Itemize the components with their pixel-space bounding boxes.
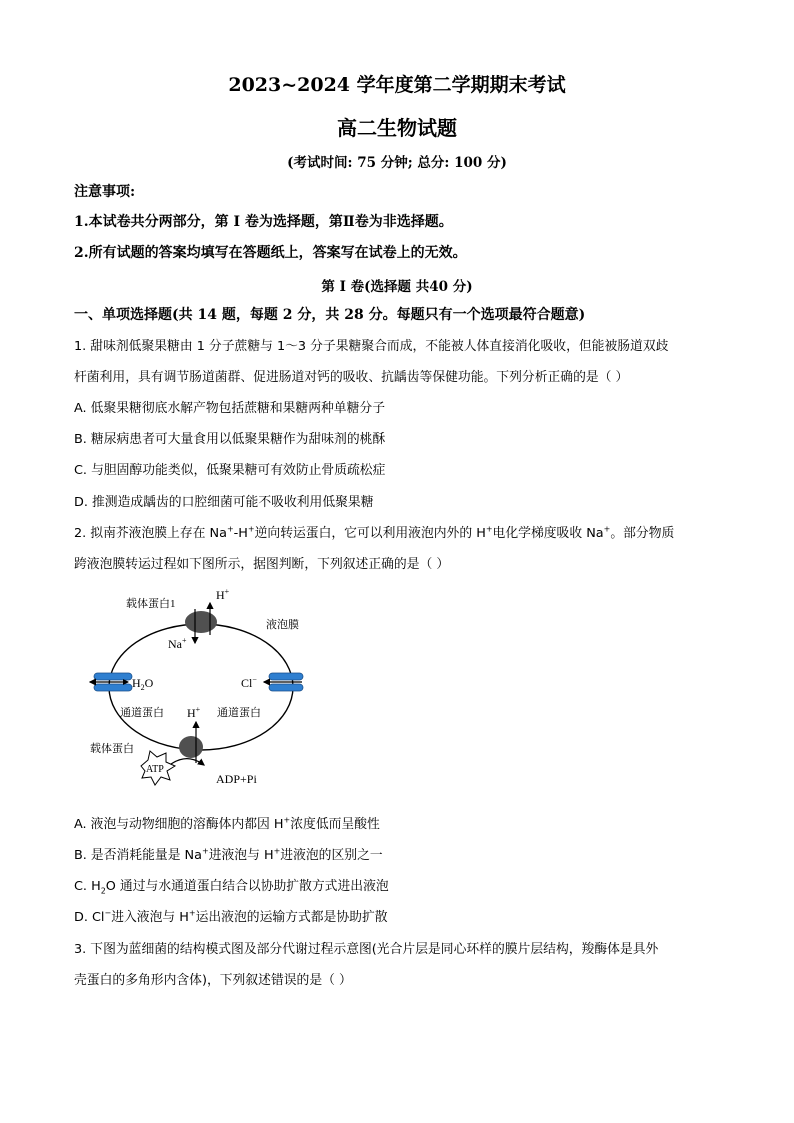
q3-stem-line2: 壳蛋白的多角形内含体)，下列叙述错误的是（ ） [74, 973, 352, 988]
exam-meta: (考试时间: 75 分钟; 总分: 100 分) [287, 155, 507, 171]
sup-minus: − [104, 908, 112, 918]
q2-stem-part-e: 。部分物质 [610, 526, 675, 541]
carrier-bottom-label: 载体蛋白 [90, 743, 134, 755]
q2-option-b [74, 846, 383, 866]
right-channel-top [269, 673, 303, 680]
channel-right-label: 通道蛋白 [217, 707, 261, 719]
right-channel-bottom [269, 684, 303, 691]
sup-plus: + [201, 846, 209, 856]
part-heading: 一、单项选择题(共 14 题，每题 2 分，共 28 分。每题只有一个选项最符合题意) [74, 307, 586, 323]
q2-option-b-part1: B. 是否消耗能量是 Na [74, 848, 202, 863]
exam-title: 2023~2024 学年度第二学期期末考试 [228, 74, 566, 96]
sup-plus: + [247, 524, 255, 534]
q2-option-c-sub: 2 [100, 886, 106, 896]
left-channel-bottom [94, 684, 132, 691]
q1-option-a: A. 低聚果糖彻底水解产物包括蔗糖和果糖两种单糖分子 [74, 401, 385, 416]
membrane-label: 液泡膜 [266, 619, 299, 631]
sup-plus: + [188, 908, 196, 918]
q1-option-b: B. 糖尿病患者可大量食用以低聚果糖作为甜味剂的桃酥 [74, 432, 386, 447]
sup-plus: + [273, 846, 281, 856]
notice-item-1: 1.本试卷共分两部分，第 I 卷为选择题，第Ⅱ卷为非选择题。 [74, 214, 453, 230]
na-label: Na+ [168, 636, 187, 651]
q2-option-d-part1: D. Cl [74, 910, 105, 925]
h2o-label: $H_2O$ [132, 676, 154, 692]
adp-label: ADP+Pi [216, 772, 257, 786]
sup-plus: + [603, 524, 611, 534]
q3-stem-line1: 3. 下图为蓝细菌的结构模式图及部分代谢过程示意图(光合片层是同心环样的膜片层结构，羧酶体是具外 [74, 942, 659, 957]
sup-plus: + [226, 524, 234, 534]
q2-option-b-part3: 进液泡的区别之一 [280, 848, 383, 863]
q2-option-c [74, 877, 389, 897]
carrier-1-label: 载体蛋白1 [126, 598, 176, 610]
carrier-protein-bottom-shape [179, 736, 203, 758]
q1-option-d: D. 推测造成龋齿的口腔细菌可能不吸收利用低聚果糖 [74, 495, 374, 510]
q1-stem-line2: 杆菌利用，具有调节肠道菌群、促进肠道对钙的吸收、抗龋齿等保健功能。下列分析正确的是（ ） [74, 370, 629, 385]
q2-stem-part-b: -H [233, 526, 248, 541]
q2-stem-line2: 跨液泡膜转运过程如下图所示，据图判断，下列叙述正确的是（ ） [74, 557, 450, 572]
q2-option-d-part3: 运出液泡的运输方式都是协助扩散 [195, 910, 388, 925]
channel-left-label: 通道蛋白 [120, 707, 164, 719]
q1-option-c: C. 与胆固醇功能类似，低聚果糖可有效防止骨质疏松症 [74, 463, 386, 478]
q1-stem-line1: 1. 甜味剂低聚果糖由 1 分子蔗糖与 1～3 分子果糖聚合而成，不能被人体直接消化吸收，但能被肠道双歧 [74, 339, 669, 354]
left-channel-top [94, 673, 132, 680]
h-top-label: H+ [216, 587, 230, 602]
sup-plus: + [485, 524, 493, 534]
q2-option-d [74, 908, 388, 928]
q2-option-c-part1: C. H [74, 879, 101, 894]
q2-option-a-part2: 浓度低而呈酸性 [290, 817, 380, 832]
h-bottom-label: H+ [187, 705, 201, 720]
carrier-protein-1-shape [185, 611, 217, 633]
q2-option-d-part2: 进入液泡与 H [111, 910, 189, 925]
q2-option-a [74, 815, 380, 835]
section-title: 第 I 卷(选择题 共40 分) [321, 279, 473, 295]
q2-option-b-part2: 进液泡与 H [208, 848, 274, 863]
q2-stem-line1 [74, 524, 674, 544]
q2-stem-part-c: 逆向转运蛋白，它可以利用液泡内外的 H [254, 526, 486, 541]
q2-option-a-part1: A. 液泡与动物细胞的溶酶体内都因 H [74, 817, 284, 832]
sup-plus: + [283, 815, 291, 825]
atp-label: ATP [146, 764, 164, 775]
vacuole-transport-diagram [84, 585, 314, 800]
q2-stem-part-d: 电化学梯度吸收 Na [492, 526, 604, 541]
q2-stem-part-a: 2. 拟南芥液泡膜上存在 Na [74, 526, 227, 541]
q2-option-c-part3: O 通过与水通道蛋白结合以协助扩散方式进出液泡 [105, 879, 389, 894]
cl-label: Cl− [241, 675, 257, 690]
exam-subtitle: 高二生物试题 [337, 116, 457, 140]
notice-item-2: 2.所有试题的答案均填写在答题纸上，答案写在试卷上的无效。 [74, 245, 467, 261]
notice-heading: 注意事项: [74, 184, 136, 200]
